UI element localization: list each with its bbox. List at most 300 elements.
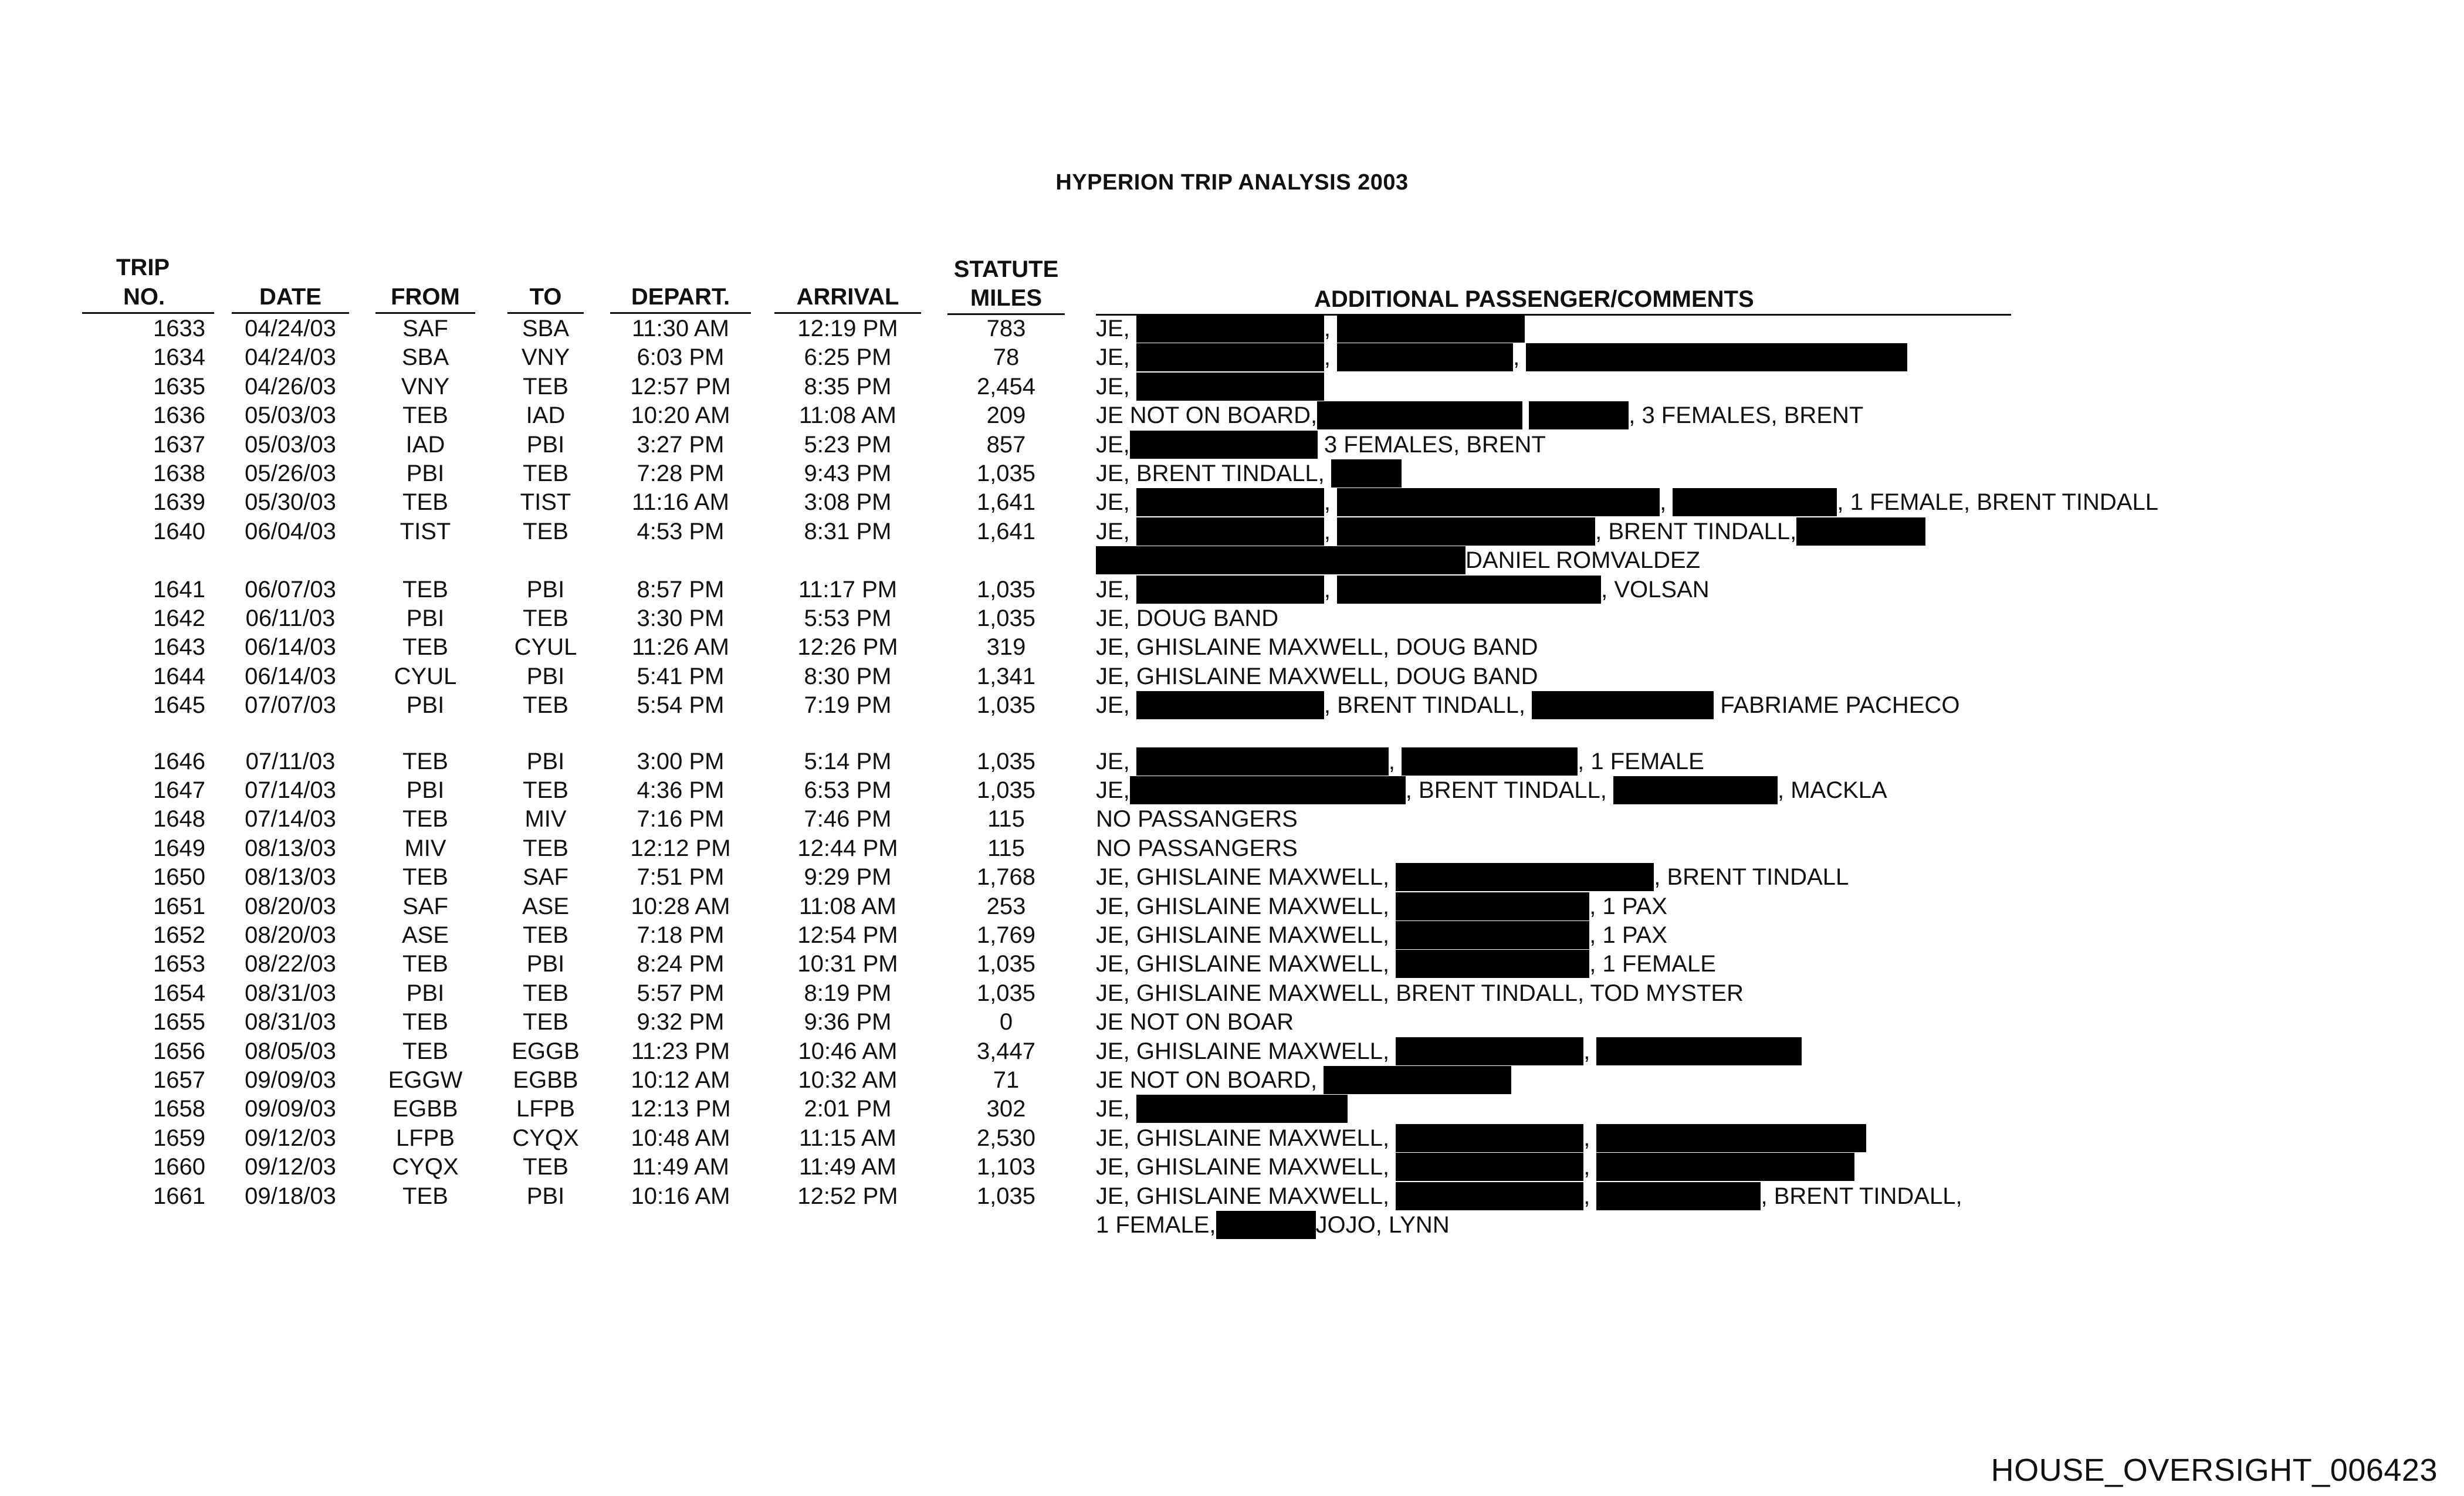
- origin: EGBB: [392, 1096, 458, 1122]
- comment-text: 3 FEMALES, BRENT: [1317, 432, 1546, 458]
- passenger-comments: [1096, 747, 1704, 776]
- origin: SBA: [401, 344, 449, 370]
- passenger-comments: [1096, 373, 1324, 401]
- departure-time: 11:49 AM: [631, 1154, 730, 1180]
- redaction-bar: [1337, 488, 1660, 516]
- destination: IAD: [526, 402, 566, 428]
- departure-time: 12:57 PM: [630, 374, 731, 400]
- redaction-bar: [1596, 1037, 1802, 1065]
- passenger-comments: [1096, 834, 1298, 862]
- destination: TEB: [523, 980, 568, 1006]
- destination: TEB: [523, 1154, 568, 1180]
- arrival-time: 11:17 PM: [798, 577, 898, 603]
- redaction-bar: [1596, 1182, 1761, 1210]
- departure-time: 11:23 PM: [631, 1038, 730, 1064]
- comment-text: JE,: [1096, 432, 1130, 458]
- departure-time: 6:03 PM: [637, 344, 725, 370]
- comment-text: JE,: [1096, 374, 1136, 400]
- departure-time: 7:28 PM: [637, 461, 725, 486]
- departure-time: 5:54 PM: [637, 692, 725, 718]
- table-row: [0, 633, 2464, 662]
- comment-text: , VOLSAN: [1601, 577, 1710, 603]
- comment-text: , BRENT TINDALL,: [1761, 1183, 1962, 1209]
- redaction-bar: [1317, 401, 1522, 429]
- trip-number: 1639: [153, 489, 205, 515]
- destination: ASE: [522, 893, 570, 919]
- table-row: [0, 1153, 2464, 1182]
- comment-text: JOJO, LYNN: [1315, 1212, 1450, 1238]
- comment-text: NO PASSANGERS: [1096, 835, 1298, 861]
- redaction-bar: [1324, 1066, 1511, 1094]
- table-row: [0, 834, 2464, 864]
- arrival-time: 10:46 AM: [798, 1038, 898, 1064]
- statute-miles: 1,769: [976, 922, 1036, 948]
- destination: PBI: [526, 664, 565, 689]
- comment-text: ,: [1324, 316, 1338, 341]
- passenger-comments: [1096, 892, 1667, 920]
- statute-miles: 1,768: [976, 864, 1036, 890]
- destination: TEB: [523, 1009, 568, 1035]
- trip-date: 08/13/03: [245, 864, 336, 890]
- trip-number: 1641: [153, 577, 205, 603]
- destination: VNY: [521, 344, 570, 370]
- arrival-time: 11:49 AM: [798, 1154, 897, 1180]
- comment-text: , BRENT TINDALL: [1654, 864, 1849, 890]
- header-trip-bottom: NO.: [123, 284, 165, 310]
- trip-date: 07/07/03: [245, 692, 336, 718]
- destination: PBI: [526, 577, 565, 603]
- departure-time: 9:32 PM: [637, 1009, 725, 1035]
- comment-text: JE, GHISLAINE MAXWELL,: [1096, 1154, 1396, 1180]
- trip-date: 08/05/03: [245, 1038, 336, 1064]
- redaction-bar: [1136, 488, 1324, 516]
- arrival-time: 8:35 PM: [804, 374, 892, 400]
- passenger-comments: [1096, 950, 1716, 978]
- trip-date: 09/09/03: [245, 1096, 336, 1122]
- trip-date: 09/18/03: [245, 1183, 336, 1209]
- departure-time: 4:36 PM: [637, 777, 725, 803]
- arrival-time: 12:26 PM: [797, 634, 898, 660]
- trip-number: 1645: [153, 692, 205, 718]
- comment-text: , BRENT TINDALL,: [1324, 692, 1532, 718]
- document-title: HYPERION TRIP ANALYSIS 2003: [1055, 170, 1409, 195]
- comment-text: JE, GHISLAINE MAXWELL,: [1096, 1038, 1396, 1064]
- table-row: [0, 373, 2464, 402]
- origin: CYUL: [394, 664, 457, 689]
- redaction-bar: [1796, 517, 1925, 546]
- arrival-time: 11:08 AM: [798, 402, 897, 428]
- trip-number: 1654: [153, 980, 205, 1006]
- origin: PBI: [406, 605, 445, 631]
- origin: TEB: [402, 806, 448, 832]
- passenger-comments: [1096, 1182, 1962, 1210]
- header-to: TO: [507, 283, 584, 314]
- origin: TEB: [402, 1009, 448, 1035]
- origin: PBI: [406, 692, 445, 718]
- origin: TEB: [402, 402, 448, 428]
- statute-miles: 2,530: [976, 1125, 1036, 1151]
- departure-time: 12:12 PM: [630, 835, 731, 861]
- departure-time: 11:30 AM: [631, 316, 730, 341]
- redaction-bar: [1596, 1153, 1854, 1181]
- trip-date: 08/22/03: [245, 951, 336, 977]
- header-miles-top: STATUTE: [953, 256, 1059, 282]
- trip-date: 05/26/03: [245, 461, 336, 486]
- table-row: [0, 546, 2464, 576]
- trip-date: 09/12/03: [245, 1154, 336, 1180]
- comment-text: ,: [1324, 519, 1338, 544]
- comment-text: JE,: [1096, 519, 1136, 544]
- arrival-time: 10:32 AM: [798, 1067, 898, 1093]
- statute-miles: 783: [986, 316, 1026, 341]
- redaction-bar: [1331, 459, 1402, 488]
- statute-miles: 1,035: [976, 777, 1036, 803]
- statute-miles: 319: [986, 634, 1026, 660]
- destination: LFPB: [516, 1096, 576, 1122]
- passenger-comments: [1096, 805, 1298, 833]
- passenger-comments: [1096, 691, 1959, 719]
- trip-date: 07/11/03: [245, 749, 336, 774]
- comment-text: JE,: [1096, 344, 1136, 370]
- redaction-bar: [1136, 314, 1324, 343]
- comment-text: , BRENT TINDALL,: [1595, 519, 1797, 544]
- origin: CYQX: [392, 1154, 459, 1180]
- comment-text: ,: [1583, 1125, 1597, 1151]
- statute-miles: 115: [987, 806, 1025, 832]
- comment-text: , BRENT TINDALL,: [1405, 777, 1613, 803]
- table-row: [0, 950, 2464, 979]
- trip-number: 1658: [153, 1096, 205, 1122]
- trip-number: 1657: [153, 1067, 205, 1093]
- origin: ASE: [401, 922, 449, 948]
- arrival-time: 12:19 PM: [797, 316, 898, 341]
- trip-number: 1633: [153, 316, 205, 341]
- comment-text: JE, GHISLAINE MAXWELL, DOUG BAND: [1096, 634, 1538, 660]
- trip-number: 1653: [153, 951, 205, 977]
- arrival-time: 7:19 PM: [804, 692, 892, 718]
- statute-miles: 1,035: [976, 980, 1036, 1006]
- comment-text: 1 FEMALE,: [1096, 1212, 1216, 1238]
- table-row: [0, 488, 2464, 517]
- redaction-bar: [1596, 1124, 1866, 1152]
- passenger-comments: [1096, 662, 1538, 691]
- redaction-bar: [1216, 1211, 1316, 1239]
- table-row: [0, 1008, 2464, 1037]
- statute-miles: 1,035: [976, 1183, 1036, 1209]
- redaction-bar: [1136, 747, 1389, 776]
- trip-date: 06/04/03: [245, 519, 336, 544]
- statute-miles: 253: [986, 893, 1026, 919]
- departure-time: 10:12 AM: [631, 1067, 730, 1093]
- redaction-bar: [1532, 691, 1714, 719]
- statute-miles: 1,035: [976, 577, 1036, 603]
- comment-text: JE, GHISLAINE MAXWELL,: [1096, 864, 1396, 890]
- comment-text: JE, GHISLAINE MAXWELL, DOUG BAND: [1096, 664, 1538, 689]
- origin: VNY: [401, 374, 450, 400]
- table-row: [0, 691, 2464, 720]
- passenger-comments: [1096, 488, 2158, 516]
- comment-text: ,: [1583, 1038, 1597, 1064]
- origin: TIST: [400, 519, 451, 544]
- comment-text: ,: [1583, 1183, 1597, 1209]
- origin: PBI: [406, 980, 445, 1006]
- trip-date: 06/14/03: [245, 634, 336, 660]
- statute-miles: 115: [987, 835, 1025, 861]
- passenger-comments: [1096, 1153, 1854, 1181]
- comment-text: JE,: [1096, 577, 1136, 603]
- trip-number: 1646: [153, 749, 205, 774]
- redaction-bar: [1130, 776, 1406, 804]
- departure-time: 3:30 PM: [637, 605, 725, 631]
- passenger-comments: [1096, 1211, 1450, 1239]
- trip-number: 1643: [153, 634, 205, 660]
- statute-miles: 857: [986, 432, 1026, 458]
- arrival-time: 12:44 PM: [797, 835, 898, 861]
- departure-time: 8:57 PM: [637, 577, 725, 603]
- table-row: [0, 1037, 2464, 1067]
- arrival-time: 8:19 PM: [804, 980, 892, 1006]
- table-row: [0, 863, 2464, 892]
- origin: TEB: [402, 864, 448, 890]
- arrival-time: 9:29 PM: [804, 864, 892, 890]
- comment-text: JE, GHISLAINE MAXWELL,: [1096, 922, 1396, 948]
- header-arrival: ARRIVAL: [774, 283, 921, 314]
- departure-time: 5:57 PM: [637, 980, 725, 1006]
- redaction-bar: [1337, 517, 1595, 546]
- comment-text: JE,: [1096, 489, 1136, 515]
- redaction-bar: [1396, 1037, 1583, 1065]
- comment-text: , 1 FEMALE: [1578, 749, 1704, 774]
- statute-miles: 209: [986, 402, 1026, 428]
- origin: SAF: [402, 316, 448, 341]
- trip-date: 08/13/03: [245, 835, 336, 861]
- header-trip-top: TRIP: [116, 255, 170, 280]
- redaction-bar: [1337, 314, 1525, 343]
- trip-date: 06/11/03: [245, 605, 336, 631]
- destination: TEB: [523, 605, 568, 631]
- redaction-bar: [1136, 517, 1324, 546]
- origin: TEB: [402, 951, 448, 977]
- table-row: [0, 604, 2464, 634]
- trip-date: 08/20/03: [245, 922, 336, 948]
- trip-number: 1650: [153, 864, 205, 890]
- destination: TEB: [523, 461, 568, 486]
- table-row: [0, 776, 2464, 805]
- trip-date: 07/14/03: [245, 777, 336, 803]
- table-row: [0, 576, 2464, 605]
- comment-text: JE, DOUG BAND: [1096, 605, 1279, 631]
- destination: PBI: [526, 749, 565, 774]
- trip-number: 1649: [153, 835, 205, 861]
- destination: PBI: [526, 432, 565, 458]
- destination: EGGB: [512, 1038, 580, 1064]
- table-row: [0, 1182, 2464, 1211]
- destination: SBA: [522, 316, 570, 341]
- table-row: [0, 431, 2464, 460]
- trip-number: 1636: [153, 402, 205, 428]
- comment-text: JE,: [1096, 1096, 1136, 1122]
- comment-text: JE,: [1096, 777, 1130, 803]
- statute-miles: 1,035: [976, 692, 1036, 718]
- table-row: [0, 1066, 2464, 1095]
- trip-date: 08/31/03: [245, 980, 336, 1006]
- departure-time: 8:24 PM: [637, 951, 725, 977]
- comment-text: JE, BRENT TINDALL,: [1096, 461, 1331, 486]
- comment-text: ,: [1660, 489, 1673, 515]
- table-row: [0, 459, 2464, 489]
- table-row: [0, 921, 2464, 950]
- comment-text: [1522, 402, 1529, 428]
- table-row: [0, 747, 2464, 777]
- header-depart: DEPART.: [610, 283, 751, 314]
- table-row: [0, 517, 2464, 547]
- comment-text: , 1 FEMALE: [1589, 951, 1716, 977]
- redaction-bar: [1613, 776, 1778, 804]
- arrival-time: 12:52 PM: [797, 1183, 898, 1209]
- statute-miles: 71: [993, 1067, 1020, 1093]
- arrival-time: 9:36 PM: [804, 1009, 892, 1035]
- destination: TEB: [523, 922, 568, 948]
- statute-miles: 1,035: [976, 951, 1036, 977]
- statute-miles: 78: [993, 344, 1020, 370]
- arrival-time: 8:31 PM: [804, 519, 892, 544]
- departure-time: 10:28 AM: [631, 893, 730, 919]
- redaction-bar: [1396, 1153, 1583, 1181]
- passenger-comments: [1096, 633, 1538, 661]
- departure-time: 10:20 AM: [631, 402, 730, 428]
- statute-miles: 1,035: [976, 749, 1036, 774]
- destination: TIST: [520, 489, 571, 515]
- header-from: FROM: [375, 283, 475, 314]
- comment-text: , 1 FEMALE, BRENT TINDALL: [1837, 489, 2158, 515]
- destination: MIV: [524, 806, 567, 832]
- trip-number: 1635: [153, 374, 205, 400]
- statute-miles: 1,035: [976, 461, 1036, 486]
- departure-time: 7:51 PM: [637, 864, 725, 890]
- passenger-comments: [1096, 863, 1849, 891]
- comment-text: JE, GHISLAINE MAXWELL, BRENT TINDALL, TOD MYSTER: [1096, 980, 1744, 1006]
- passenger-comments: [1096, 1037, 1802, 1065]
- table-row: [0, 343, 2464, 373]
- table-row: [0, 1211, 2464, 1240]
- passenger-comments: [1096, 314, 1525, 343]
- passenger-comments: [1096, 776, 1887, 804]
- trip-date: 05/03/03: [245, 402, 336, 428]
- arrival-time: 6:53 PM: [804, 777, 892, 803]
- trip-number: 1634: [153, 344, 205, 370]
- origin: TEB: [402, 1038, 448, 1064]
- trip-number: 1655: [153, 1009, 205, 1035]
- arrival-time: 12:54 PM: [797, 922, 898, 948]
- arrival-time: 3:08 PM: [804, 489, 892, 515]
- trip-number: 1651: [153, 893, 205, 919]
- passenger-comments: [1096, 1124, 1866, 1152]
- destination: SAF: [523, 864, 568, 890]
- trip-number: 1660: [153, 1154, 205, 1180]
- origin: TEB: [402, 577, 448, 603]
- departure-time: 11:26 AM: [631, 634, 730, 660]
- arrival-time: 9:43 PM: [804, 461, 892, 486]
- arrival-time: 7:46 PM: [804, 806, 892, 832]
- destination: TEB: [523, 519, 568, 544]
- origin: LFPB: [395, 1125, 455, 1151]
- redaction-bar: [1396, 950, 1589, 978]
- passenger-comments: [1096, 517, 1925, 546]
- departure-time: 12:13 PM: [630, 1096, 731, 1122]
- statute-miles: 1,103: [976, 1154, 1036, 1180]
- passenger-comments: [1096, 401, 1863, 429]
- origin: TEB: [402, 749, 448, 774]
- trip-date: 04/24/03: [245, 316, 336, 341]
- passenger-comments: [1096, 1066, 1511, 1094]
- table-row: [0, 662, 2464, 692]
- passenger-comments: [1096, 343, 1907, 371]
- table-row: [0, 1095, 2464, 1124]
- arrival-time: 5:23 PM: [804, 432, 892, 458]
- comment-text: JE,: [1096, 316, 1136, 341]
- origin: IAD: [405, 432, 445, 458]
- statute-miles: 1,035: [976, 605, 1036, 631]
- redaction-bar: [1136, 1095, 1348, 1123]
- redaction-bar: [1396, 863, 1654, 891]
- comment-text: NO PASSANGERS: [1096, 806, 1298, 832]
- comment-text: ,: [1513, 344, 1527, 370]
- table-row: [0, 1124, 2464, 1153]
- arrival-time: 11:15 AM: [798, 1125, 897, 1151]
- trip-date: 05/03/03: [245, 432, 336, 458]
- trip-date: 06/07/03: [245, 577, 336, 603]
- redaction-bar: [1136, 691, 1324, 719]
- statute-miles: 3,447: [976, 1038, 1036, 1064]
- comment-text: ,: [1324, 577, 1338, 603]
- statute-miles: 1,641: [976, 489, 1036, 515]
- origin: SAF: [402, 893, 448, 919]
- departure-time: 11:16 AM: [631, 489, 730, 515]
- passenger-comments: [1096, 604, 1278, 632]
- table-row: [0, 892, 2464, 922]
- redaction-bar: [1130, 431, 1318, 459]
- comment-text: JE, GHISLAINE MAXWELL,: [1096, 1125, 1396, 1151]
- arrival-time: 8:30 PM: [804, 664, 892, 689]
- departure-time: 4:53 PM: [637, 519, 725, 544]
- header-comments: ADDITIONAL PASSENGER/COMMENTS: [1314, 286, 1754, 312]
- arrival-time: 5:53 PM: [804, 605, 892, 631]
- statute-miles: 0: [999, 1009, 1013, 1035]
- comment-text: FABRIAME PACHECO: [1714, 692, 1960, 718]
- trip-date: 07/14/03: [245, 806, 336, 832]
- destination: TEB: [523, 374, 568, 400]
- trip-date: 04/26/03: [245, 374, 336, 400]
- bates-number: HOUSE_OVERSIGHT_006423: [1991, 1453, 2438, 1488]
- departure-time: 7:18 PM: [637, 922, 725, 948]
- redaction-bar: [1402, 747, 1578, 776]
- destination: PBI: [526, 1183, 565, 1209]
- statute-miles: 2,454: [976, 374, 1036, 400]
- passenger-comments: [1096, 1008, 1294, 1036]
- comment-text: , 1 PAX: [1589, 893, 1667, 919]
- redaction-bar: [1396, 1124, 1583, 1152]
- comment-text: JE NOT ON BOAR: [1096, 1009, 1294, 1035]
- header-date: DATE: [232, 283, 349, 314]
- comment-text: ,: [1324, 489, 1338, 515]
- passenger-comments: [1096, 431, 1546, 459]
- comment-text: ,: [1324, 344, 1338, 370]
- redaction-bar: [1526, 343, 1907, 371]
- destination: TEB: [523, 835, 568, 861]
- comment-text: JE NOT ON BOARD,: [1096, 1067, 1324, 1093]
- passenger-comments: [1096, 979, 1744, 1007]
- trip-date: 09/12/03: [245, 1125, 336, 1151]
